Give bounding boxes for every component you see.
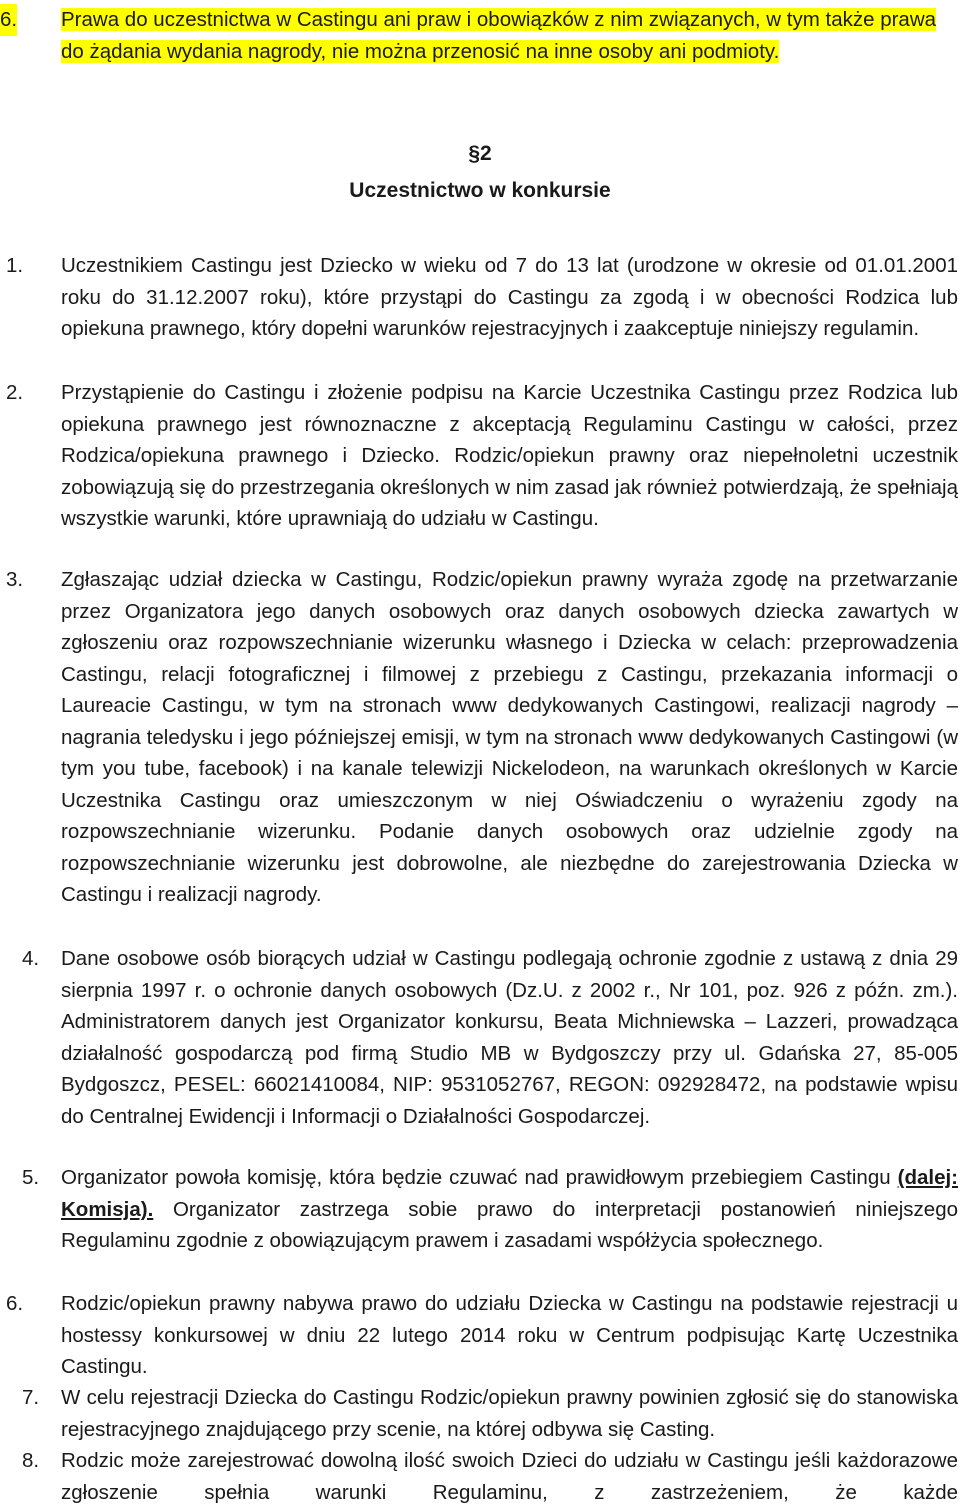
list-item-text: Dane osobowe osób biorących udział w Castingu podlegają ochronie zgodnie z ustawą z dnia 29 sierpnia 1997 r. o ochronie danych osobowych (Dz.U. z 2002 r., Nr 101, poz. 926 z późn. zm.). Administratorem danych jest Organizator konkursu, Beata Michniewska – Lazzeri, prowadząca działalność gospodarczą pod firmą Studio MB w Bydgoszczy przy ul. Gdańska 27, 85-005 Bydgoszcz, PESEL: 66021410084, NIP: 9531052767, REGON: 092928472, na podstawie wpisu do Centralnej Ewidencji i Informacji o Działalności Gospodarczej.	[61, 947, 958, 1128]
list-item-text: Przystąpienie do Castingu i złożenie podpisu na Karcie Uczestnika Castingu przez Rodzica lub opiekuna prawnego jest równoznaczne z akceptacją Regulaminu Castingu w całości, przez Rodzica/opiekuna prawnego i Dziecko. Rodzic/opiekun prawny oraz niepełnoletni uczestnik zobowiązują się do przestrzegania określonych w nim zasad jak również potwierdzają, że spełniają wszystkie warunki, które uprawniają do udziału w Castingu.	[61, 381, 958, 530]
section-symbol: §2	[468, 142, 492, 165]
list-item-text: Zgłaszając udział dziecka w Castingu, Rodzic/opiekun prawny wyraża zgodę na przetwarzanie przez Organizatora jego danych osobowych oraz danych osobowych dziecka zawartych w zgłoszeniu oraz rozpowszechnianie wizerunku własnego i Dziecka w celach: przeprowadzenia Castingu, relacji fotograficznej i filmowej z przebiegu z Castingu, przekazania informacji o Laureacie Castingu, w tym na stronach www dedykowanych Castingowi, realizacji nagrody – nagrania teledysku i jego późniejszej emisji, w tym na stronach www dedykowanych Castingowi (w tym you tube, facebook) i na kanale telewizji Nickelodeon, na warunkach określonych w Karcie Uczestnika Castingu oraz umieszczonym w niej Oświadczeniu o wyrażeniu zgody na rozpowszechnianie wizerunku. Podanie danych osobowych oraz udzielnie zgody na rozpowszechnianie wizerunku jest dobrowolne, ale niezbędne do zarejestrowania Dziecka w Castingu i realizacji nagrody.	[61, 568, 958, 906]
list-item-number: 3.	[6, 568, 24, 591]
item-6-prev-text: Prawa do uczestnictwa w Castingu ani praw i obowiązków z nim związanych, w tym także prawa do żądania wydania nagrody, nie można przenosić na inne osoby ani podmioty.	[61, 8, 937, 63]
list-item-number: 8.	[22, 1449, 40, 1472]
list-item-number: 1.	[6, 254, 24, 277]
list-item-number: 4.	[22, 947, 40, 970]
list-item-number: 7.	[22, 1386, 40, 1409]
list-item-number: 5.	[22, 1166, 40, 1189]
list-item-text: Uczestnikiem Castingu jest Dziecko w wieku od 7 do 13 lat (urodzone w okresie od 01.01.2001 roku do 31.12.2007 roku), które przystąpi do Castingu za zgodą i w obecności Rodzica lub opiekuna prawnego, który dopełni warunków rejestracyjnych i zaakceptuje niniejszy regulamin.	[61, 254, 958, 340]
item-6-prev-number: 6.	[0, 4, 17, 36]
list-item-text: Organizator powoła komisję, która będzie czuwać nad prawidłowym przebiegiem Castingu (dalej: Komisja). Organizator zastrzega sobie prawo do interpretacji postanowień niniejszego Regulaminu zgodnie z obowiązującym prawem i zasadami współżycia społecznego.	[61, 1166, 958, 1252]
list-item-text: Rodzic/opiekun prawny nabywa prawo do udziału Dziecka w Castingu na podstawie rejestracji u hostessy konkursowej w dniu 22 lutego 2014 roku w Centrum podpisując Kartę Uczestnika Castingu.	[61, 1292, 958, 1378]
list-item-text: W celu rejestracji Dziecka do Castingu Rodzic/opiekun prawny powinien zgłosić się do stanowiska rejestracyjnego znajdującego przy scenie, na której odbywa się Casting.	[61, 1386, 958, 1441]
komisja-definition: (dalej: Komisja).	[61, 1166, 958, 1221]
list-item-number: 2.	[6, 381, 24, 404]
list-item-text: Rodzic może zarejestrować dowolną ilość swoich Dzieci do udziału w Castingu jeśli każdorazowe zgłoszenie spełnia warunki Regulaminu, z zastrzeżeniem, że każde	[61, 1449, 958, 1504]
list-item-number: 6.	[6, 1292, 24, 1315]
section-title: Uczestnictwo w konkursie	[349, 179, 611, 202]
